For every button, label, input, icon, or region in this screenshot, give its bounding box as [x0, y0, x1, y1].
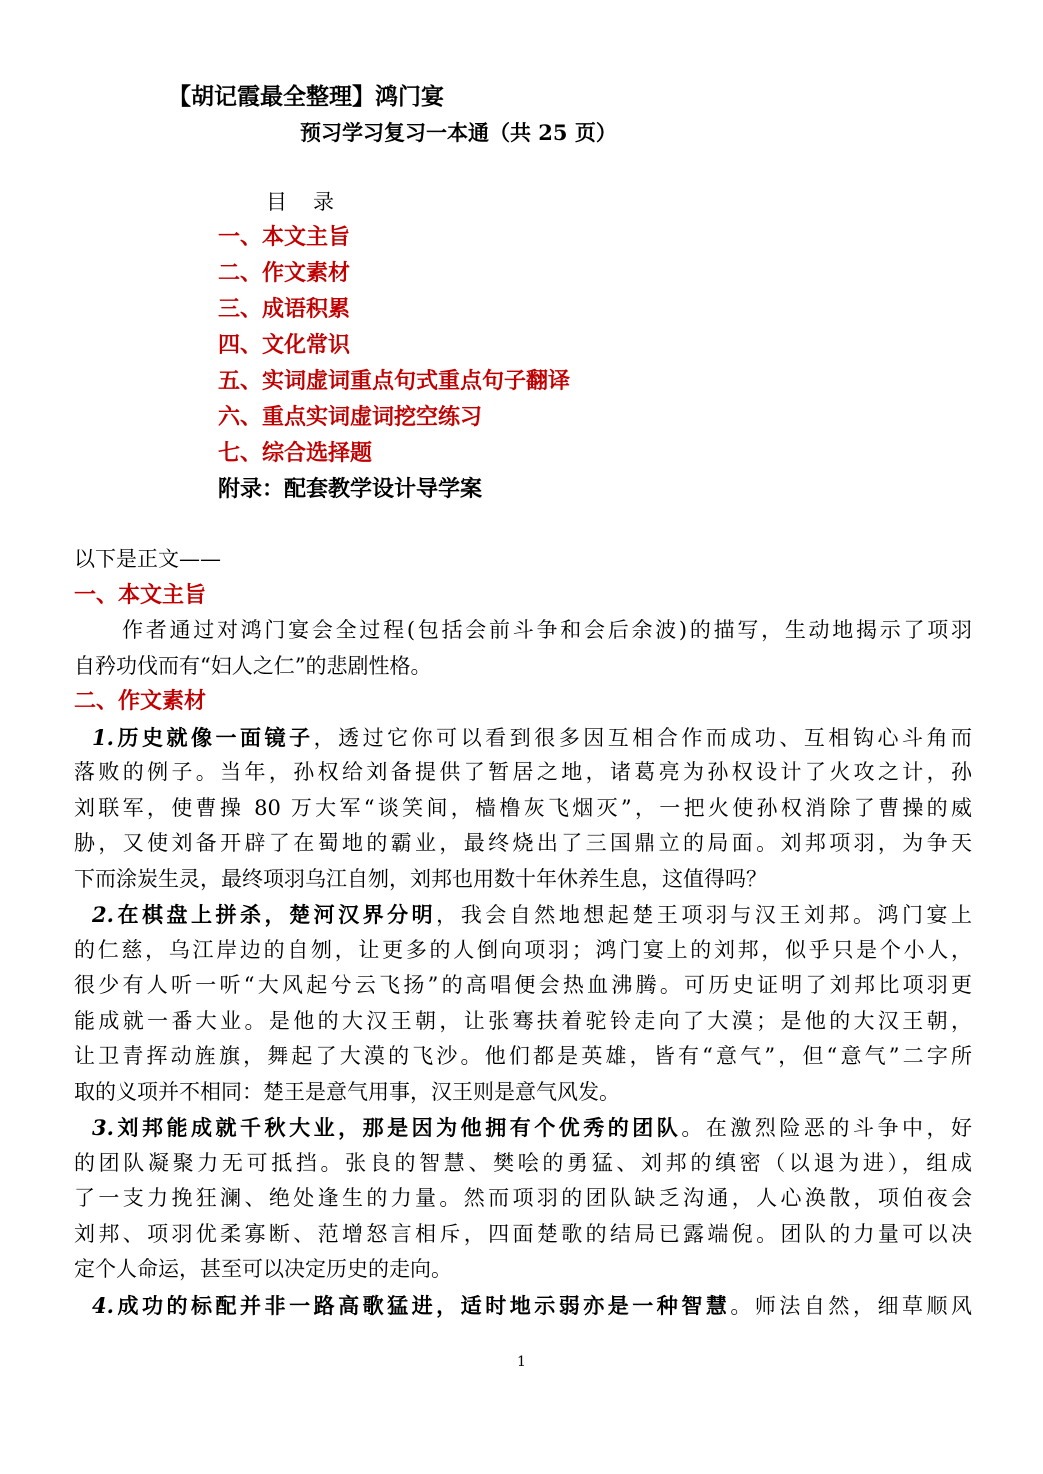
item-first-text: ，透过它你可以看到很多因互相合作而成功、互相钩心斗角而	[313, 725, 973, 750]
paragraph-line: 刘邦、项羽优柔寡断、范增怒言相斥，四面楚歌的结局已露端倪。团队的力量可以决	[74, 1221, 972, 1246]
item-number: 4.	[92, 1292, 114, 1318]
paragraph-line: 能成就一番大业。是他的大汉王朝，让张骞扶着驼铃走向了大漠；是他的大汉王朝，	[74, 1008, 972, 1033]
item-number: 2.	[92, 902, 114, 927]
document-title: 【胡记霞最全整理】鸿门宴	[168, 83, 444, 110]
document-body	[74, 542, 972, 1323]
item-first-line	[74, 720, 972, 756]
toc-item[interactable]: 四、文化常识	[218, 332, 351, 358]
table-of-contents	[218, 223, 570, 511]
paragraph-line: 取的义项并不相同：楚王是意气用事，汉王则是意气风发。	[74, 1079, 620, 1104]
toc-item[interactable]: 一、本文主旨	[218, 224, 351, 250]
item-number: 1.	[92, 724, 114, 750]
item-first-line	[74, 897, 972, 933]
material-item	[74, 1110, 972, 1288]
paragraph-line: 让卫青挥动旌旗，舞起了大漠的飞沙。他们都是英雄，皆有“意气”，但“意气”二字所	[74, 1044, 972, 1068]
paragraph-line: 下而涂炭生灵，最终项羽乌江自刎，刘邦也用数十年休养生息，这值得吗？	[74, 866, 767, 891]
item-first-text: ，我会自然地想起楚王项羽与汉王刘邦。鸿门宴上	[436, 903, 973, 927]
toc-item[interactable]: 七、综合选择题	[218, 440, 373, 466]
toc-heading-char-1: 目	[266, 190, 287, 214]
paragraph-line: 很少有人听一听“大风起兮云飞扬”的高唱便会热血沸腾。可历史证明了刘邦比项羽更	[74, 973, 972, 997]
toc-item[interactable]: 二、作文素材	[218, 260, 351, 286]
item-lead: 刘邦能成就千秋大业，那是因为他拥有个优秀的团队	[113, 1115, 682, 1140]
toc-heading-char-2: 录	[313, 190, 334, 214]
item-lead: 在棋盘上拼杀，楚河汉界分明	[113, 902, 437, 927]
item-lead: 历史就像一面镜子	[113, 724, 314, 750]
paragraph-line: 的团队凝聚力无可抵挡。张良的智慧、樊哙的勇猛、刘邦的缜密（以退为进），组成	[74, 1150, 972, 1175]
paragraph-line: 了一支力挽狂澜、绝处逢生的力量。然而项羽的团队缺乏沟通，人心涣散，项伯夜会	[74, 1186, 972, 1210]
page-number: 1	[517, 1354, 526, 1370]
paragraph-line: 胁，又使刘备开辟了在蜀地的霸业，最终烧出了三国鼎立的局面。刘邦项羽，为争天	[74, 831, 972, 855]
item-number: 3.	[92, 1115, 114, 1140]
paragraph-line: 刘联军，使曹操 80 万大军“谈笑间，樯橹灰飞烟灭”，一把火使孙权消除了曹操的威	[74, 795, 972, 820]
toc-item[interactable]: 六、重点实词虚词挖空练习	[218, 404, 483, 430]
toc-appendix[interactable]: 附录：配套教学设计导学案	[218, 476, 483, 502]
paragraph-line: 作者通过对鸿门宴会全过程(包括会前斗争和会后余波)的描写，生动地揭示了项羽	[122, 618, 972, 642]
toc-heading	[266, 186, 334, 216]
section-theme-paragraph	[74, 613, 972, 684]
item-first-text: 。在激烈险恶的斗争中，好	[681, 1116, 973, 1140]
toc-item[interactable]: 五、实词虚词重点句式重点句子翻译	[218, 368, 571, 394]
section-heading-materials: 二、作文素材	[74, 688, 207, 714]
document-subtitle: 预习学习复习一本通（共 25 页）	[300, 120, 617, 145]
paragraph-line: 定个人命运，甚至可以决定历史的走向。	[74, 1257, 452, 1281]
paragraph-line: 落败的例子。当年，孙权给刘备提供了暂居之地，诸葛亮为孙权设计了火攻之计，孙	[74, 760, 972, 784]
material-item	[74, 897, 972, 1110]
toc-item[interactable]: 三、成语积累	[218, 296, 351, 322]
material-item	[74, 720, 972, 898]
item-first-line	[74, 1110, 972, 1146]
item-first-line	[74, 1288, 972, 1324]
item-lead: 成功的标配并非一路高歌猛进，适时地示弱亦是一种智慧	[113, 1292, 731, 1318]
paragraph-line: 自矜功伐而有“妇人之仁”的悲剧性格。	[74, 653, 432, 678]
paragraph-line: 的仁慈，乌江岸边的自刎，让更多的人倒向项羽；鸿门宴上的刘邦，似乎只是个小人，	[74, 937, 972, 962]
section-heading-theme: 一、本文主旨	[74, 581, 207, 608]
intro-text: 以下是正文——	[74, 547, 221, 571]
item-first-text: 。师法自然，细草顺风	[730, 1293, 973, 1318]
material-item	[74, 1288, 972, 1324]
